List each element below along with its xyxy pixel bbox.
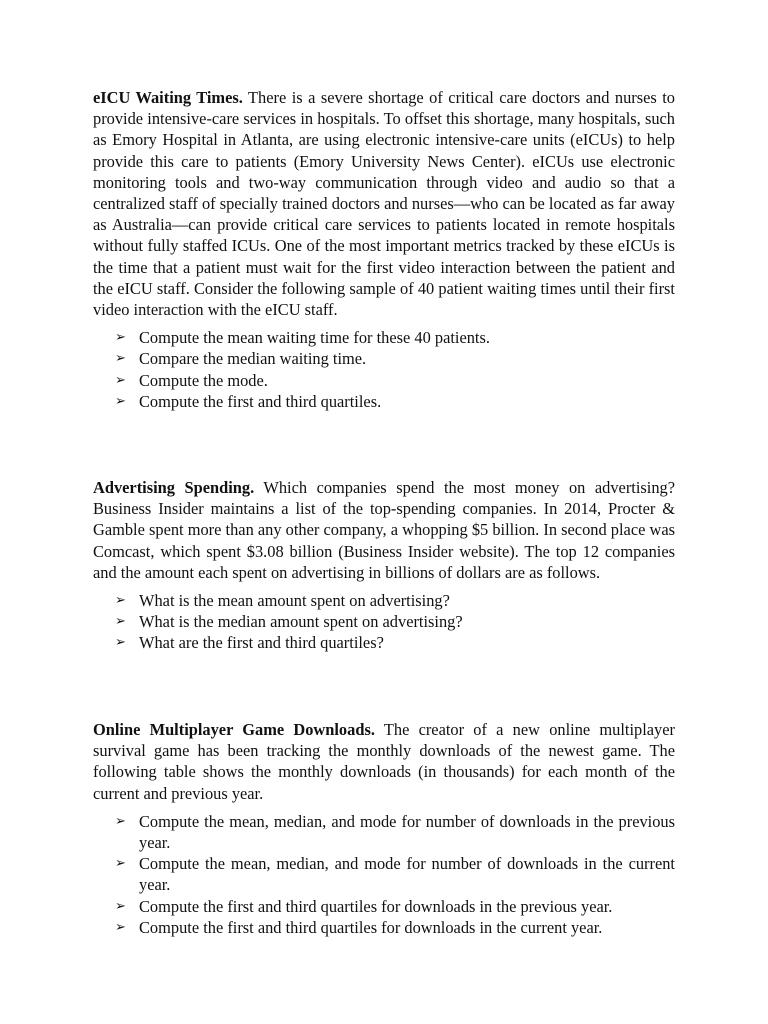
question-item: [93, 327, 675, 348]
arrow-bullet-icon: ➢: [115, 856, 126, 872]
question-text: Compare the median waiting time.: [139, 349, 367, 369]
arrow-bullet-icon: ➢: [115, 813, 126, 829]
question-list: [93, 811, 675, 938]
section-text: There is a severe shortage of critical care doctors and nurses to provide intensive-care services in hospitals. To offset this shortage, many hospitals, such as Emory Hospital in Atlanta, are using electronic intensive-care units (eICUs) to help provide this care to patients (Emory University News Center). eICUs use electronic monitoring tools and two-way communication through video and audio so that a centralized staff of specially trained doctors and nurses—who can be located as far away as Australia—can provide critical care services to patients located in remote hospitals without fully staffed ICUs. One of the most important metrics tracked by these eICUs is the time that a patient must wait for the first video interaction between the patient and the eICU staff. Consider the following sample of 40 patient waiting times until their first video interaction with the eICU staff.: [93, 88, 675, 320]
section-paragraph: [93, 477, 675, 583]
question-text: What is the mean amount spent on advertising?: [139, 591, 450, 611]
question-item: [93, 896, 675, 917]
arrow-bullet-icon: ➢: [115, 372, 126, 388]
question-text: Compute the first and third quartiles for downloads in the previous year.: [139, 896, 613, 916]
arrow-bullet-icon: ➢: [115, 393, 126, 409]
section-paragraph: [93, 719, 675, 804]
arrow-bullet-icon: ➢: [115, 330, 126, 346]
question-item: [93, 917, 675, 938]
section-title: Online Multiplayer Game Downloads.: [93, 720, 375, 739]
question-item: [93, 391, 675, 412]
question-text: Compute the first and third quartiles.: [139, 391, 382, 411]
arrow-bullet-icon: ➢: [115, 614, 126, 630]
question-list: [93, 327, 675, 412]
question-item: [93, 611, 675, 632]
section-title: eICU Waiting Times.: [93, 88, 243, 107]
question-item: [93, 370, 675, 391]
question-text: Compute the mean waiting time for these 40 patients.: [139, 328, 490, 348]
question-item: [93, 811, 675, 853]
question-text: Compute the mean, median, and mode for number of downloads in the previous year.: [139, 811, 675, 853]
section-text: Which companies spend the most money on advertising? Business Insider maintains a list of the top-spending companies. In 2014, Procter & Gamble spent more than any other company, a whopping $5 billion. In second place was Comcast, which spent $3.08 billion (Business Insider website). The top 12 companies and the amount each spent on advertising in billions of dollars are as follows.: [93, 478, 675, 582]
question-item: [93, 853, 675, 895]
section-online-game-downloads: [93, 719, 675, 938]
section-text: The creator of a new online multiplayer survival game has been tracking the monthly downloads of the newest game. The following table shows the monthly downloads (in thousands) for each month of the current and previous year.: [93, 720, 675, 803]
section-advertising-spending: [93, 477, 675, 719]
question-item: [93, 632, 675, 653]
arrow-bullet-icon: ➢: [115, 635, 126, 651]
section-title: Advertising Spending.: [93, 478, 255, 497]
question-text: What is the median amount spent on advertising?: [139, 612, 463, 632]
arrow-bullet-icon: ➢: [115, 919, 126, 935]
question-text: Compute the mode.: [139, 370, 268, 390]
document-page: [93, 87, 675, 938]
arrow-bullet-icon: ➢: [115, 898, 126, 914]
arrow-bullet-icon: ➢: [115, 351, 126, 367]
arrow-bullet-icon: ➢: [115, 593, 126, 609]
question-list: [93, 590, 675, 654]
section-paragraph: [93, 87, 675, 320]
question-item: [93, 590, 675, 611]
question-text: Compute the first and third quartiles for downloads in the current year.: [139, 917, 603, 937]
question-text: Compute the mean, median, and mode for number of downloads in the current year.: [139, 854, 675, 895]
question-text: What are the first and third quartiles?: [139, 633, 384, 653]
question-item: [93, 348, 675, 369]
section-eicu-waiting-times: [93, 87, 675, 477]
